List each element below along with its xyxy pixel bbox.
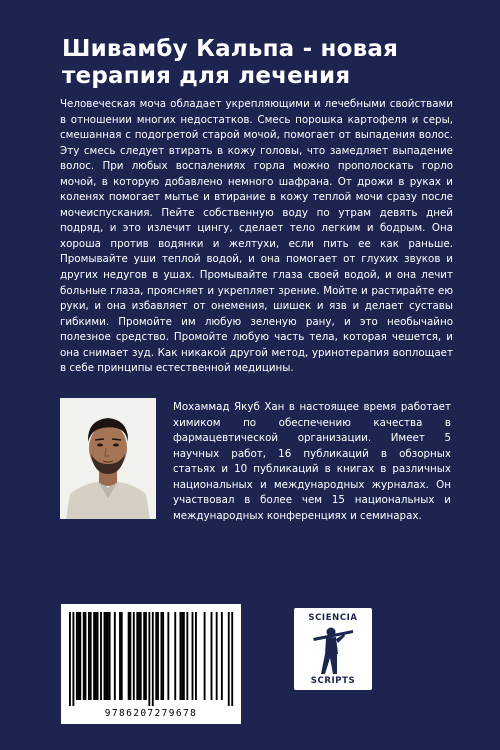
book-title bbox=[62, 36, 462, 90]
author-photo bbox=[60, 398, 156, 519]
isbn-number: 9786207279678 bbox=[104, 708, 198, 719]
scientist-figure-icon bbox=[311, 624, 355, 676]
publisher-name-top: SCIENCIA bbox=[308, 613, 358, 623]
title-line-1: Шивамбу Кальпа - новая bbox=[62, 36, 399, 62]
publisher-logo bbox=[294, 608, 372, 690]
book-description: Человеческая моча обладает укрепляющими и лечебными свойствами в отношении многих недостатков. Смесь порошка картофеля и серы, смешанная с подогретой старой мочой, помогает от выпадения волос. Эту смесь следует втирать в кожу головы, что замедляет выпадение волос. При любых воспалениях горла можно прополоскать горло мочой, в которую добавлено немного шафрана. От дрожи в руках и коленях помогает мытье и втирание в кожу теплой мочи сразу после мочеиспускания. Пейте собственную воду по утрам девять дней подряд, и это излечит цингу, сделает тело легким и бодрым. Она хороша против водянки и желтухи, если пить ее как раньше. Промывайте уши теплой водой, и она помогает от глухих звуков и других недугов в ушах. Промывайте глаза своей водой, и она лечит больные глаза, проясняет и укрепляет зрение. Мойте и растирайте ею руки, и она избавляет от онемения, шишек и язв и делает суставы гибкими. Промойте им любую зеленую рану, и это необычайно полезное средство. Промойте любую часть тела, которая чешется, и она снимает зуд. Как никакой другой метод, уринотерапия воплощает в себе принципы естественной медицины. bbox=[60, 98, 453, 375]
title-line-2: терапия для лечения bbox=[62, 63, 351, 89]
publisher-name-bottom: SCRIPTS bbox=[310, 676, 356, 686]
author-bio: Мохаммад Якуб Хан в настоящее время работает химиком по обеспечению качества в фармацевтической организации. Имеет 5 научных работ, 16 публикаций в обзорных статьях и 10 публикаций в книгах в различных национальных и международных журналах. Он участвовал в более чем 15 национальных и международных конференциях и семинарах. bbox=[173, 401, 451, 522]
isbn-barcode bbox=[61, 604, 241, 724]
